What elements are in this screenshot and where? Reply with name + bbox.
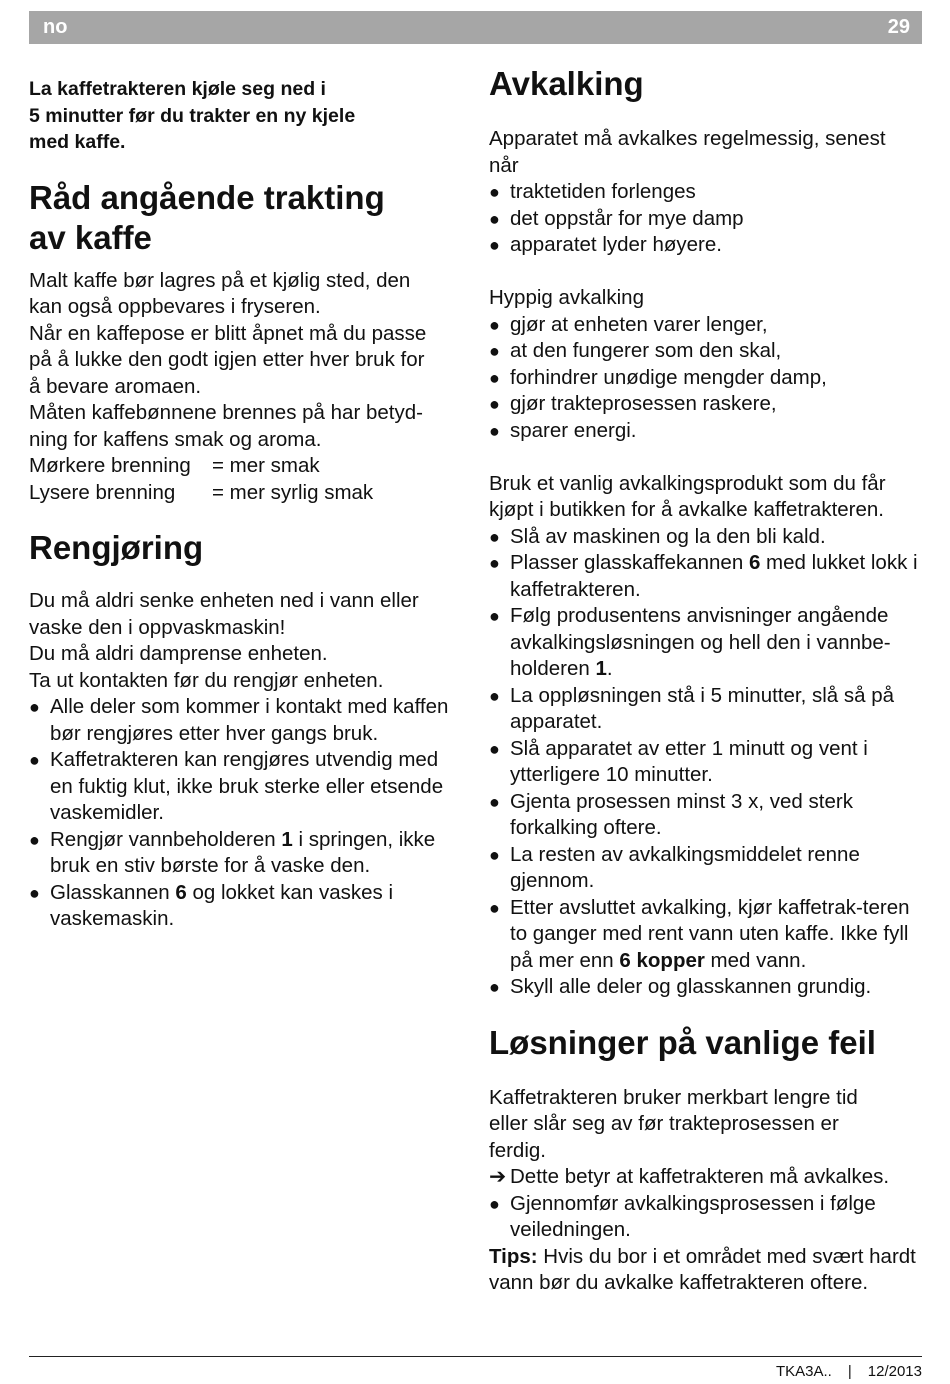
roast-effect: = mer smak — [212, 454, 320, 477]
solution-line — [489, 1164, 929, 1191]
cooldown-note-line: La kaffetrakteren kjøle seg ned i — [29, 78, 326, 100]
bullet-icon: ● — [489, 526, 500, 547]
roast-effect: = mer syrlig smak — [212, 480, 374, 504]
heading-descaling: Avkalking — [489, 65, 644, 102]
heading-brewing-advice — [29, 178, 459, 258]
cleaning-text — [29, 588, 459, 694]
item-text: Slå apparatet av etter 1 minutt og vent i ytterligere 10 minutter. — [510, 736, 868, 786]
cooldown-note-line: med kaffe. — [29, 131, 126, 153]
text-line: Du må aldri damprense enheten. — [29, 642, 328, 665]
item-text: Gjenta prosessen minst 3 x, ved sterk forkalking oftere. — [510, 789, 853, 839]
footer-separator: | — [847, 1363, 852, 1380]
list-item — [489, 338, 929, 365]
list-item — [29, 827, 459, 880]
bullet-icon: ● — [489, 394, 500, 414]
cup-count: 6 kopper — [619, 948, 705, 972]
list-item — [489, 603, 929, 683]
list-item — [489, 232, 929, 259]
part-number: 6 — [175, 880, 187, 904]
list-item — [489, 1191, 929, 1244]
item-text: Glasskannen — [50, 880, 176, 904]
tips-paragraph — [489, 1244, 929, 1297]
bullet-icon: ● — [29, 829, 40, 850]
text-line: Ta ut kontakten før du rengjør enheten. — [29, 668, 384, 692]
text-line: å bevare aromaen. — [29, 374, 202, 398]
text-line: når — [489, 153, 519, 177]
heading-troubleshooting: Løsninger på vanlige feil — [489, 1023, 876, 1061]
bullet-icon: ● — [29, 750, 40, 770]
bullet-icon: ● — [489, 897, 500, 918]
heading-line: av kaffe — [29, 218, 152, 256]
list-item — [29, 694, 459, 747]
bullet-icon: ● — [489, 208, 500, 229]
bullet-icon: ● — [489, 420, 500, 441]
item-text: traktetiden forlenges — [510, 180, 696, 203]
model-number: TKA3A.. — [776, 1363, 832, 1380]
list-item — [489, 206, 929, 233]
bullet-icon: ● — [489, 685, 500, 706]
descale-benefits-list — [489, 312, 929, 445]
list-item — [489, 524, 929, 551]
part-number: 1 — [595, 657, 607, 680]
list-item — [489, 842, 929, 895]
item-text: gjør at enheten varer lenger, — [510, 312, 768, 336]
tips-label: Tips: — [489, 1244, 538, 1268]
heading-cleaning: Rengjøring — [29, 529, 204, 566]
item-text: i springen, ikke bruk en stiv børste for å vaske den. — [50, 827, 436, 877]
text-line: Malt kaffe bør lagres på et kjølig sted, den — [29, 268, 411, 292]
list-item — [489, 974, 929, 1001]
arrow-right-icon: ➔ — [489, 1165, 507, 1188]
item-text: Gjennomfør avkalkingsprosessen i følge veiledningen. — [510, 1191, 876, 1241]
roast-type: Mørkere brenning — [29, 454, 191, 477]
bullet-icon: ● — [489, 553, 500, 573]
footer — [776, 1363, 922, 1380]
bullet-icon: ● — [489, 182, 500, 202]
descale-when-list — [489, 179, 929, 259]
list-item — [489, 895, 929, 975]
item-text: Rengjør vannbeholderen — [50, 827, 282, 851]
list-item — [489, 312, 929, 339]
text-line: Du må aldri senke enheten ned i vann eller — [29, 589, 419, 612]
heading-line: Råd angående trakting — [29, 178, 385, 216]
item-text: og lokket kan vaskes i vaskemaskin. — [50, 880, 394, 930]
list-item — [489, 736, 929, 789]
bullet-icon: ● — [489, 606, 500, 626]
left-column — [29, 62, 459, 933]
page-number: 29 — [887, 16, 910, 38]
item-text: at den fungerer som den skal, — [510, 339, 782, 362]
list-item — [489, 365, 929, 392]
right-column — [489, 62, 929, 1297]
item-text: La resten av avkalkingsmiddelet renne gjennom. — [510, 842, 860, 892]
text-line: vaske den i oppvaskmaskin! — [29, 615, 286, 639]
item-text: Plasser glasskaffekannen — [510, 551, 749, 574]
item-text: La oppløsningen stå i 5 minutter, slå så på apparatet. — [510, 683, 895, 733]
header-bar — [29, 11, 922, 44]
text-line: ning for kaffens smak og aroma. — [29, 427, 322, 451]
item-text: Alle deler som kommer i kontakt med kaffen bør rengjøres etter hver gangs bruk. — [50, 695, 449, 745]
roast-comparison-row — [29, 453, 459, 480]
cooldown-note-line: 5 minutter før du trakter en ny kjele — [29, 104, 356, 127]
bullet-icon: ● — [489, 1193, 500, 1214]
list-item — [489, 683, 929, 736]
bullet-icon: ● — [489, 738, 500, 759]
bullet-icon: ● — [29, 882, 40, 903]
part-number: 6 — [748, 551, 761, 574]
text-line: Bruk et vanlig avkalkingsprodukt som du får — [489, 471, 886, 495]
descale-steps-list — [489, 524, 929, 1001]
item-text: Etter avsluttet avkalking, kjør kaffetrak-teren to ganger med rent vann uten kaffe. Ikke fyll på mer enn — [510, 895, 910, 972]
item-text: sparer energi. — [510, 418, 637, 442]
list-item — [29, 880, 459, 933]
text-line: kan også oppbevares i fryseren. — [29, 295, 321, 318]
text-line: Når en kaffepose er blitt åpnet må du passe — [29, 321, 427, 345]
bullet-icon: ● — [489, 314, 500, 335]
item-text: forhindrer unødige mengder damp, — [510, 365, 827, 389]
item-text: det oppstår for mye damp — [510, 206, 744, 230]
text-line: Måten kaffebønnene brennes på har betyd- — [29, 401, 423, 424]
list-item — [489, 179, 929, 206]
text-line: ferdig. — [489, 1138, 546, 1162]
item-text: Kaffetrakteren kan rengjøres utvendig med en fuktig klut, ikke bruk sterke eller etsende vaskemidler. — [50, 748, 444, 824]
footer-date: 12/2013 — [867, 1363, 922, 1380]
item-text: Følg produsentens anvisninger angående avkalkingsløsningen og hell den i vannbe-holderen — [510, 604, 891, 680]
solution-text: Dette betyr at kaffetrakteren må avkalkes. — [510, 1165, 890, 1188]
list-item — [489, 418, 929, 445]
text-line: eller slår seg av før trakteprosessen er — [489, 1112, 839, 1135]
list-item — [489, 391, 929, 418]
text-line: Apparatet må avkalkes regelmessig, senest — [489, 127, 886, 150]
item-text: Skyll alle deler og glasskannen grundig. — [510, 975, 872, 998]
bullet-icon: ● — [489, 235, 500, 255]
footer-divider — [29, 1356, 922, 1357]
cooldown-note — [29, 76, 459, 156]
text-line: Kaffetrakteren bruker merkbart lengre tid — [489, 1085, 858, 1109]
text-line: kjøpt i butikken for å avkalke kaffetrakteren. — [489, 498, 885, 521]
item-text: gjør trakteprosessen raskere, — [510, 392, 777, 415]
cleaning-list — [29, 694, 459, 933]
roast-comparison-row — [29, 480, 459, 507]
bullet-icon: ● — [489, 844, 500, 865]
item-text: apparatet lyder høyere. — [510, 233, 722, 256]
text-line: på å lukke den godt igjen etter hver bruk for — [29, 348, 425, 371]
brewing-advice-text — [29, 268, 459, 507]
item-text: med vann. — [704, 948, 807, 972]
roast-type: Lysere brenning — [29, 480, 176, 504]
bullet-icon: ● — [489, 791, 500, 812]
item-text: . — [606, 657, 613, 680]
bullet-icon: ● — [29, 697, 40, 717]
item-text: med lukket lokk i kaffetrakteren. — [510, 551, 918, 601]
item-text: Slå av maskinen og la den bli kald. — [510, 524, 826, 548]
text-line: Hyppig avkalking — [489, 286, 644, 309]
part-number: 1 — [281, 827, 293, 851]
list-item — [489, 789, 929, 842]
bullet-icon: ● — [489, 367, 500, 388]
bullet-icon: ● — [489, 341, 500, 361]
bullet-icon: ● — [489, 977, 500, 997]
list-item — [29, 747, 459, 827]
language-code: no — [43, 16, 68, 38]
list-item — [489, 550, 929, 603]
troubleshooting-list — [489, 1191, 929, 1244]
tips-text: Hvis du bor i et området med svært hardt vann bør du avkalke kaffetrakteren oftere. — [489, 1244, 916, 1294]
